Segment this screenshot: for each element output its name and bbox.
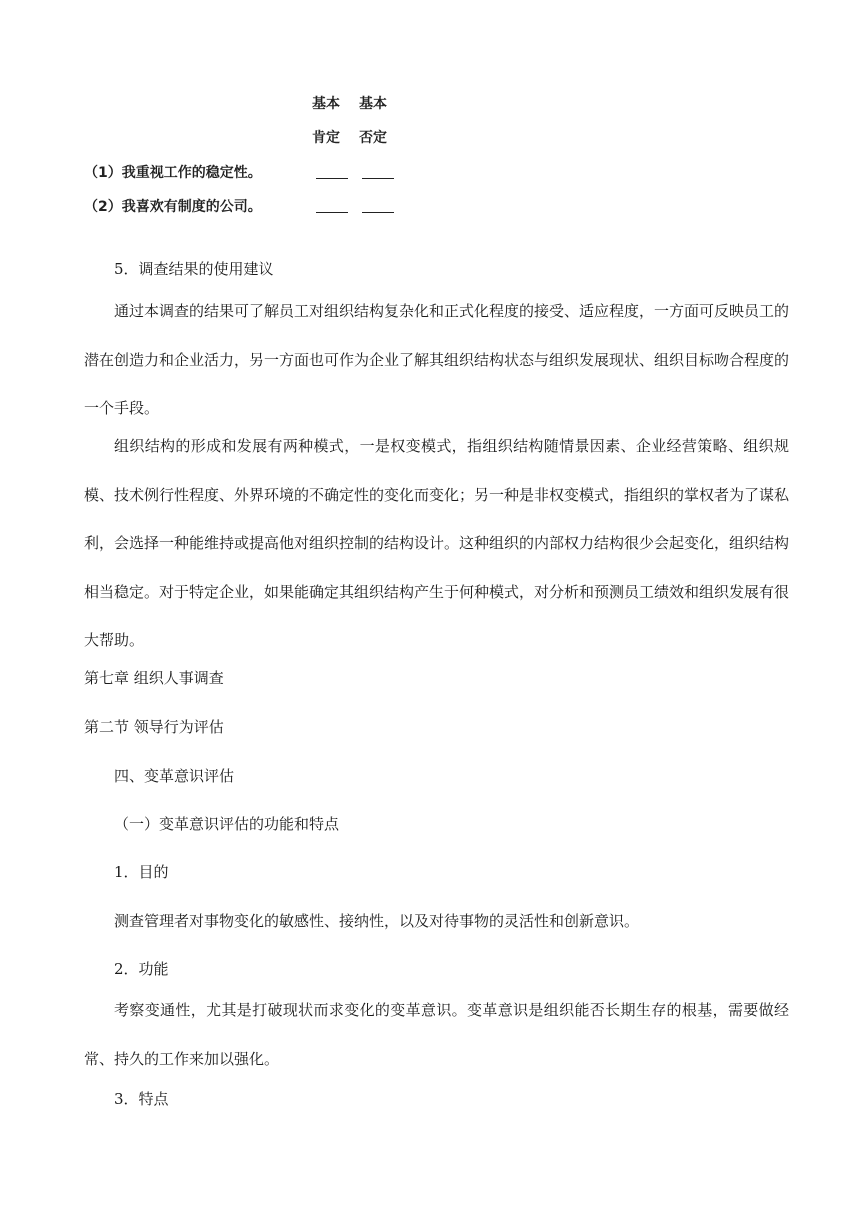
section-heading: 5．调查结果的使用建议 [114, 260, 274, 278]
item-heading: 2．功能 [114, 960, 169, 978]
subsection-heading: 四、变革意识评估 [114, 767, 235, 785]
survey-answer-blank[interactable] [362, 178, 394, 179]
survey-item-2: （2）我喜欢有制度的公司。 [84, 199, 262, 215]
subsubsection-heading: （一）变革意识评估的功能和特点 [114, 815, 340, 833]
chapter-heading: 第七章 组织人事调查 [84, 669, 224, 687]
paragraph: 考察变通性，尤其是打破现状而求变化的变革意识。变革意识是组织能否长期生存的根基，需要做经常、持久的工作来加以强化。 [84, 1001, 789, 1068]
paragraph: 组织结构的形成和发展有两种模式，一是权变模式，指组织结构随情景因素、企业经营策略、组织规模、技术例行性程度、外界环境的不确定性的变化而变化；另一种是非权变模式，指组织的掌权者为了谋私利，会选择一种能维持或提高他对组织控制的结构设计。这种组织的内部权力结构很少会起变化，组织结构相当稳定。对于特定企业，如果能确定其组织结构产生于何种模式，对分析和预测员工绩效和组织发展有很大帮助。 [84, 437, 790, 649]
item-heading: 1．目的 [114, 863, 169, 881]
survey-answer-blank[interactable] [362, 212, 394, 213]
survey-item-1: （1）我重视工作的稳定性。 [84, 165, 262, 181]
section-heading: 第二节 领导行为评估 [84, 718, 224, 736]
survey-header-basic-2: 基本 [359, 96, 387, 112]
item-text: 测查管理者对事物变化的敏感性、接纳性，以及对待事物的灵活性和创新意识。 [114, 912, 640, 930]
item-heading: 3．特点 [114, 1090, 169, 1108]
paragraph: 通过本调查的结果可了解员工对组织结构复杂化和正式化程度的接受、适应程度，一方面可反映员工的潜在创造力和企业活力，另一方面也可作为企业了解其组织结构状态与组织发展现状、组织目标吻合程度的一个手段。 [84, 302, 790, 417]
survey-header-basic-1: 基本 [312, 96, 340, 112]
survey-header-deny: 否定 [359, 130, 387, 146]
survey-answer-blank[interactable] [316, 212, 348, 213]
survey-answer-blank[interactable] [316, 178, 348, 179]
survey-header-affirm: 肯定 [312, 130, 340, 146]
